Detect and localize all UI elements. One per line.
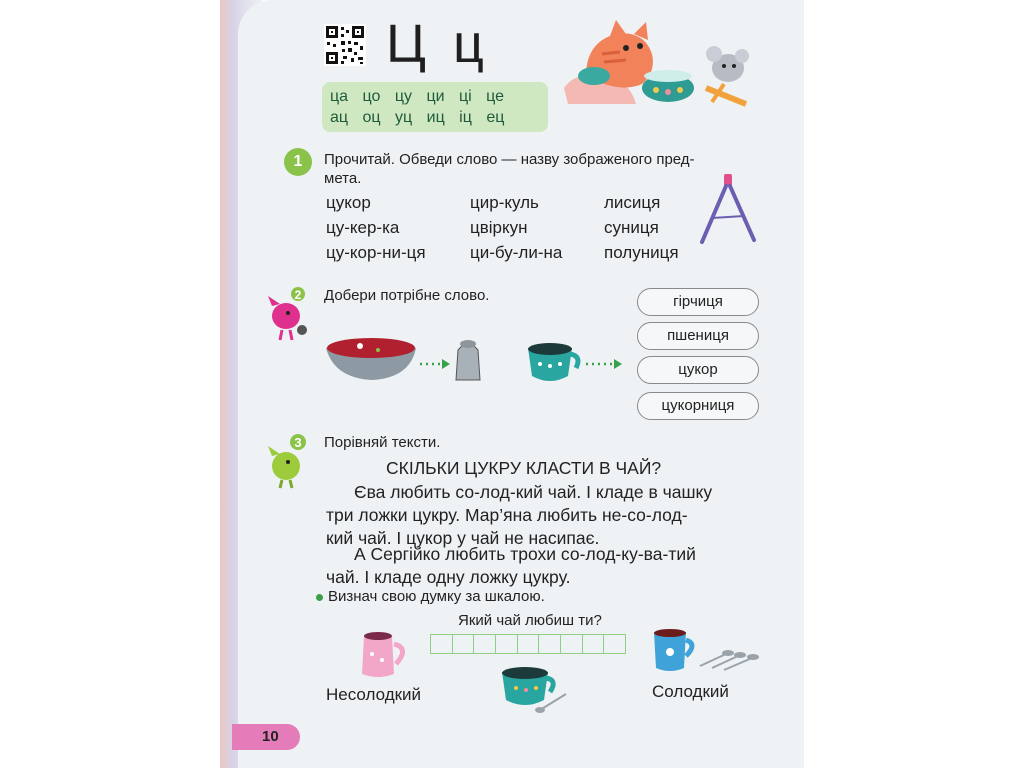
pink-pitcher-icon [356, 628, 412, 680]
word-col1-1[interactable]: цукор [326, 193, 371, 212]
option-pill-4[interactable]: цукорниця [637, 392, 759, 420]
scale-cell[interactable] [431, 635, 453, 653]
syllables-box [322, 82, 548, 132]
scale-cell[interactable] [453, 635, 475, 653]
scale-cell[interactable] [583, 635, 605, 653]
soup-salt-cup-illustration [324, 330, 624, 386]
scale-instruction: Визнач свою думку за шкалою. [328, 588, 545, 605]
word-col3-2[interactable]: суниця [604, 218, 659, 237]
blue-cup-spoons-icon [652, 626, 760, 674]
scale-cell[interactable] [539, 635, 561, 653]
option-pill-3[interactable]: цукор [637, 356, 759, 384]
task-1-number: 1 [284, 148, 312, 176]
scale-cell[interactable] [474, 635, 496, 653]
scale-cell[interactable] [496, 635, 518, 653]
green-bird-icon [268, 430, 308, 490]
page-number-tab [232, 724, 300, 750]
scale-question: Який чай любиш ти? [458, 612, 602, 629]
opinion-scale[interactable] [430, 634, 626, 654]
word-col1-3[interactable]: цу-кор-ни-ця [326, 243, 426, 262]
task-1-instruction-line-2: мета. [324, 170, 362, 187]
scale-cell[interactable] [604, 635, 625, 653]
syllables-row-1: ца цо цу ци ці це [330, 88, 505, 105]
word-col2-3[interactable]: ци-бу-ли-на [470, 243, 563, 262]
teal-cup-spoon-icon [498, 664, 574, 714]
scale-cell[interactable] [561, 635, 583, 653]
reading-line-2: три ложки цукру. Мар’яна любить не-со-лод- [326, 505, 688, 525]
word-col3-3[interactable]: полуниця [604, 243, 679, 262]
compass-icon [696, 170, 762, 246]
reading-line-1: Єва любить со-лод-кий чай. І кладе в чашку [354, 482, 713, 502]
pink-bird-icon [268, 286, 310, 344]
label-sweet: Солодкий [652, 682, 729, 701]
svg-text:2: 2 [294, 288, 302, 302]
syllables-row-2: ац оц уц иц іц ец [330, 109, 505, 126]
reading-title: СКІЛЬКИ ЦУКРУ КЛАСТИ В ЧАЙ? [386, 458, 662, 478]
reading-line-3: кий чай. І цукор у чай не насипає. [326, 528, 600, 548]
scale-cell[interactable] [518, 635, 540, 653]
label-unsweet: Несолодкий [326, 685, 422, 704]
letter-title: Ц ц [386, 14, 490, 74]
option-pill-1[interactable]: гірчиця [637, 288, 759, 316]
reading-line-5: чай. І кладе одну ложку цукру. [326, 567, 571, 587]
svg-text:3: 3 [294, 435, 302, 450]
qr-code-icon [324, 24, 366, 66]
page-number: 10 [262, 728, 279, 745]
bullet-dot [316, 594, 323, 601]
word-col1-2[interactable]: цу-кер-ка [326, 218, 400, 237]
word-col2-2[interactable]: цвіркун [470, 218, 528, 237]
reading-line-4: А Сергійко любить трохи со-лод-ку-ва-тий [354, 544, 696, 564]
option-pill-2[interactable]: пшениця [637, 322, 759, 350]
task-1-instruction-line-1: Прочитай. Обведи слово — назву зображеного пред- [324, 151, 695, 168]
task-3-instruction: Порівняй тексти. [324, 434, 441, 451]
task-2-instruction: Добери потрібне слово. [324, 287, 490, 304]
word-col3-1[interactable]: лисиця [604, 193, 661, 212]
word-col2-1[interactable]: цир-куль [470, 193, 539, 212]
cat-mouse-pot-illustration [556, 18, 756, 112]
